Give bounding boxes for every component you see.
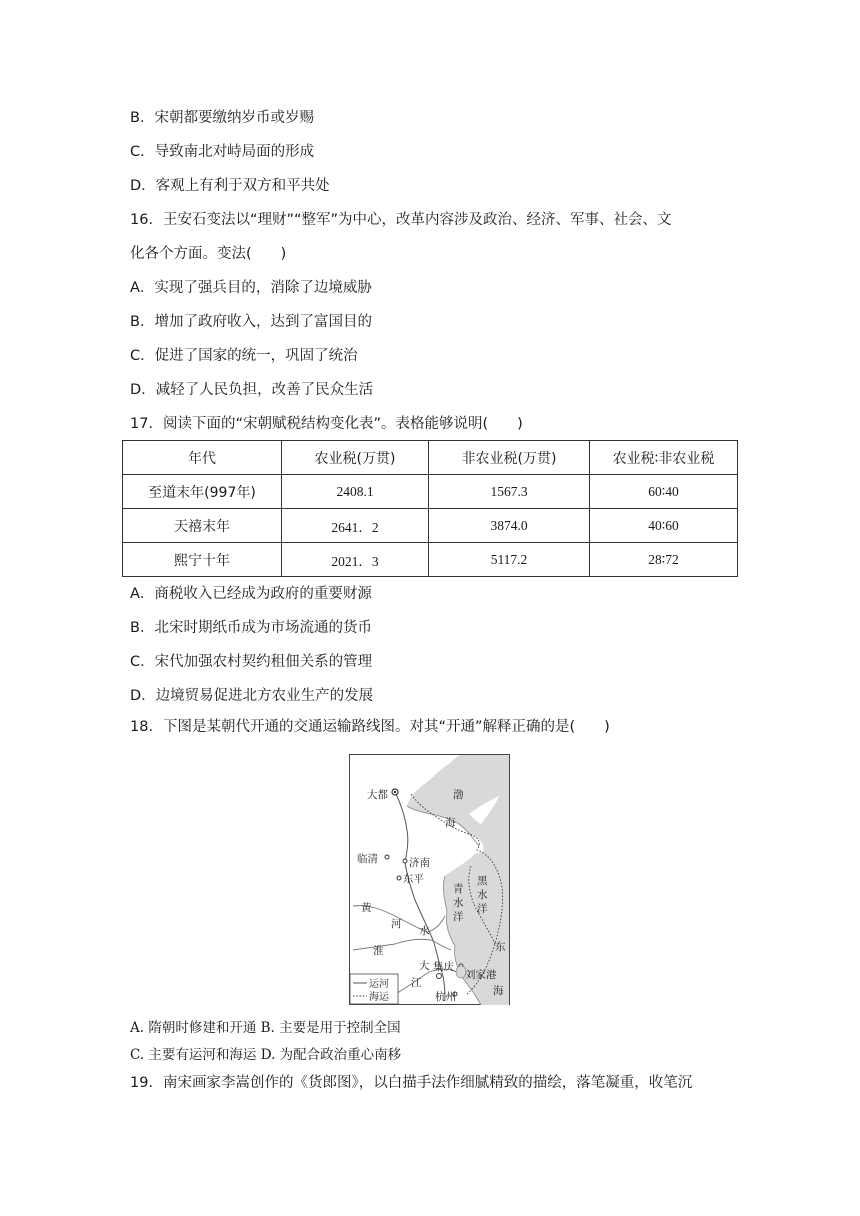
q16-option-d: D．减轻了人民负担，改善了民众生活 [130, 382, 374, 398]
q15-option-c: C．导致南北对峙局面的形成 [130, 144, 315, 160]
table-row [123, 543, 738, 577]
q19-stem: 19．南宋画家李嵩创作的《货郎图》，以白描手法作细腻精致的描绘，落笔凝重，收笔沉 [130, 1075, 693, 1091]
jinan-label: 济南 [409, 857, 430, 869]
yellow-river-label: 黄 [361, 902, 372, 914]
table-cell: 天禧末年 [123, 509, 282, 543]
table-row [123, 509, 738, 543]
q17-option-b: B．北宋时期纸币成为市场流通的货币 [130, 620, 372, 636]
table-cell: 2641．2 [282, 509, 429, 543]
dongping-marker [397, 876, 401, 880]
huai-river-label: 淮 [373, 945, 384, 957]
table-cell: 2021．3 [282, 543, 429, 577]
linqing-marker [385, 855, 389, 859]
q17-option-a: A．商税收入已经成为政府的重要财源 [130, 586, 372, 602]
heishui-label: 水 [477, 889, 488, 901]
q18-options-line2: C. 主要有运河和海运 D. 为配合政治重心南移 [130, 1047, 402, 1063]
q18-stem: 18．下图是某朝代开通的交通运输路线图。对其“开通”解释正确的是( ) [130, 719, 610, 735]
liujiagang-label: 刘家港 [465, 969, 497, 981]
table-cell: 60∶40 [590, 475, 738, 509]
dongping-label: 东平 [403, 873, 424, 885]
q16-option-b: B．增加了政府收入，达到了富国目的 [130, 314, 372, 330]
qingshui-label: 洋 [453, 911, 464, 923]
heishui-label: 洋 [477, 903, 488, 915]
yangtze-label: 江 [411, 977, 422, 989]
table-header-row [123, 441, 738, 475]
table-cell: 5117.2 [429, 543, 590, 577]
table-header: 年代 [123, 441, 282, 475]
linqing-label: 临清 [357, 853, 378, 865]
jiqing-label: 集庆 [433, 961, 454, 973]
table-cell: 熙宁十年 [123, 543, 282, 577]
table-cell: 40∶60 [590, 509, 738, 543]
q16-stem-line1: 16．王安石变法以“理财”“整军”为中心，改革内容涉及政治、经济、军事、社会、文 [130, 212, 672, 228]
table-cell: 2408.1 [282, 475, 429, 509]
heishui-label: 黑 [477, 875, 488, 887]
q17-option-d: D．边境贸易促进北方农业生产的发展 [130, 688, 374, 704]
table-header: 非农业税(万贯) [429, 441, 590, 475]
legend-canal-label: 运河 [369, 979, 389, 990]
jinan-marker [403, 859, 407, 863]
table-header: 农业税∶非农业税 [590, 441, 738, 475]
q17-option-c: C．宋代加强农村契约租佃关系的管理 [130, 654, 373, 670]
legend-sea-label: 海运 [369, 992, 389, 1003]
table-header: 农业税(万贯) [282, 441, 429, 475]
transport-route-map [349, 754, 510, 1005]
east-sea-label: 东 [495, 941, 506, 953]
q18-options-line1: A. 隋朝时修建和开通 B. 主要是用于控制全国 [130, 1020, 401, 1036]
yangtze-label: 大 [419, 960, 430, 972]
qingshui-label: 水 [453, 897, 464, 909]
table-cell: 1567.3 [429, 475, 590, 509]
qingshui-label: 青 [453, 883, 464, 895]
table-cell: 至道末年(997年) [123, 475, 282, 509]
q16-option-a: A．实现了强兵目的，消除了边境威胁 [130, 280, 372, 296]
yellow-river-label: 河 [391, 918, 402, 930]
q15-option-d: D．客观上有利于双方和平共处 [130, 178, 330, 194]
bohai-label: 渤 [453, 789, 464, 801]
q16-option-c: C．促进了国家的统一，巩固了统治 [130, 348, 358, 364]
tax-structure-table [122, 440, 738, 577]
q15-option-b: B．宋朝都要缴纳岁币或岁赐 [130, 110, 314, 126]
q16-stem-line2: 化各个方面。变法( ) [130, 246, 287, 262]
sea-label: 海 [493, 985, 504, 997]
table-row [123, 475, 738, 509]
jiqing-marker [437, 974, 442, 979]
dadu-label: 大都 [367, 789, 388, 801]
map-legend [350, 974, 398, 1004]
table-cell: 3874.0 [429, 509, 590, 543]
huai-river-label: 水 [419, 925, 430, 937]
bohai-label: 海 [445, 817, 456, 829]
q17-stem: 17．阅读下面的“宋朝赋税结构变化表”。表格能够说明( ) [130, 416, 523, 432]
table-cell: 28∶72 [590, 543, 738, 577]
hangzhou-label: 杭州 [435, 991, 456, 1003]
